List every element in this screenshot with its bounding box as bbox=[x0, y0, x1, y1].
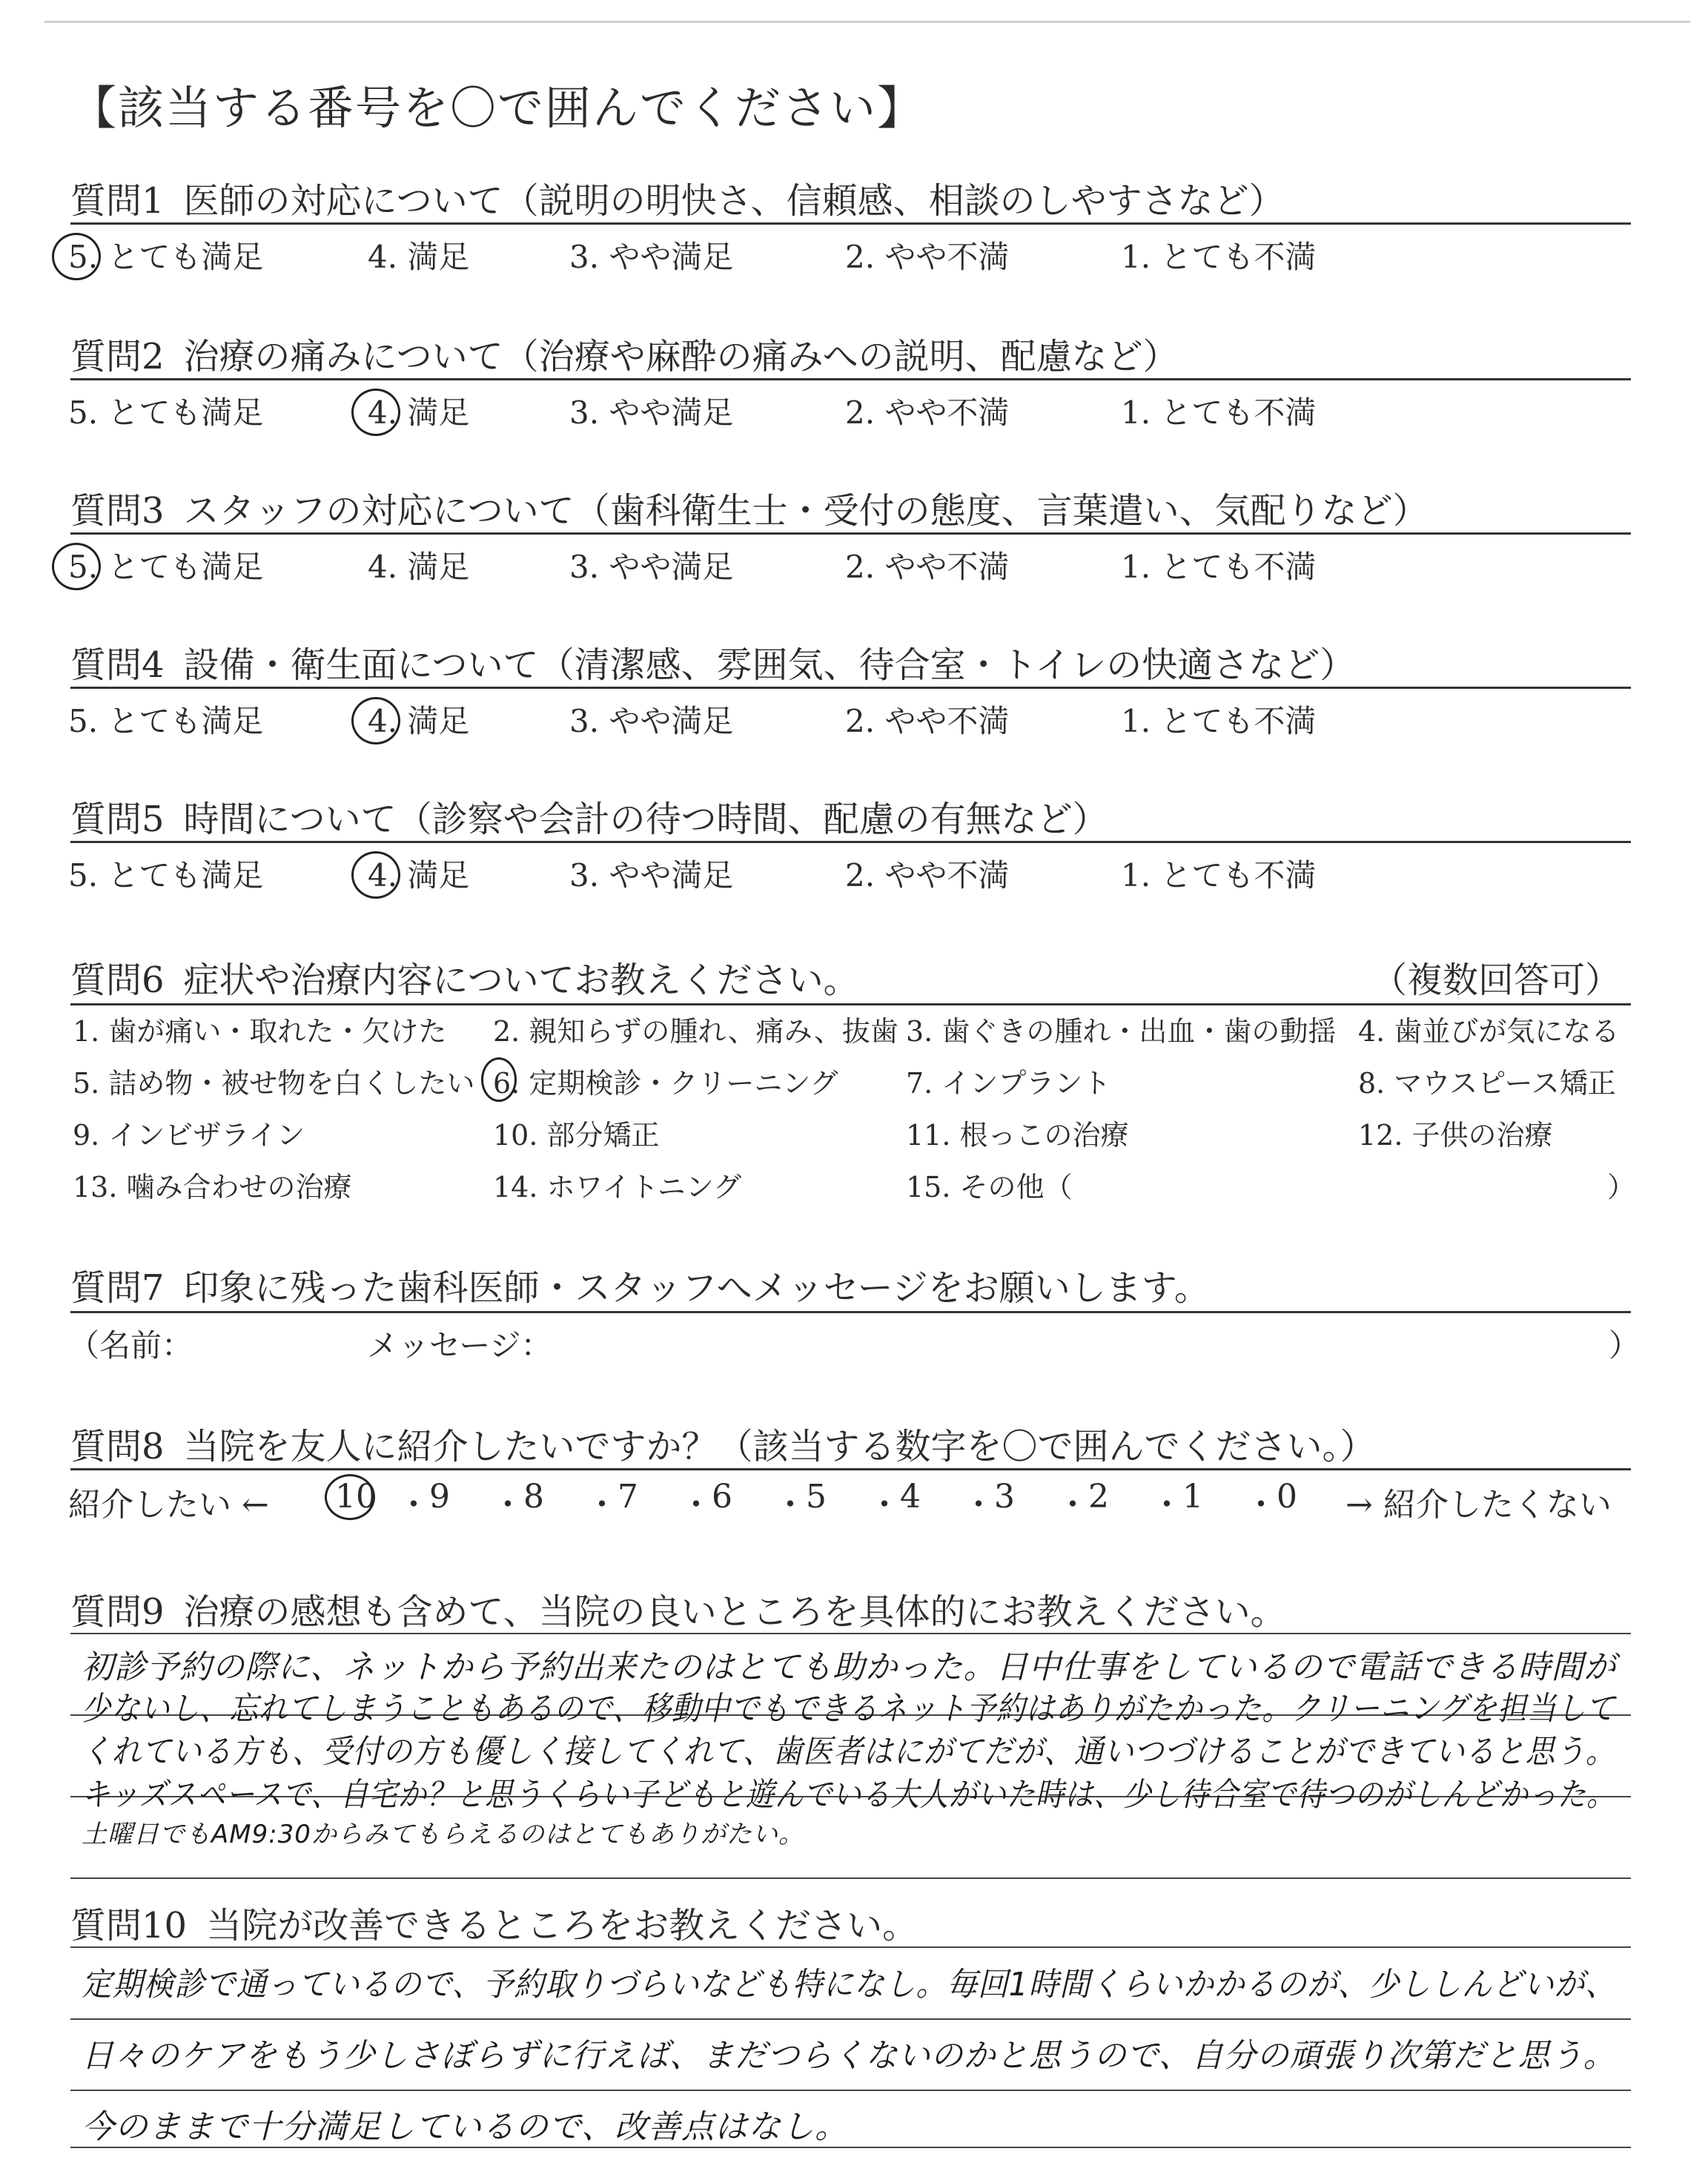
scale-number: 4 bbox=[900, 1478, 921, 1516]
scale-number: 1 bbox=[1182, 1478, 1203, 1516]
selected-answer-circle bbox=[351, 697, 400, 744]
selected-answer-circle bbox=[351, 851, 400, 899]
scale-dot: ・ bbox=[680, 1486, 712, 1524]
handwritten-line: 日々のケアをもう少しさぼらずに行えば、まだつらくないのかと思うので、自分の頑張り次第だと思う。 bbox=[82, 2037, 1616, 2075]
question-text: 時間について（診察や会計の待つ時間、配慮の有無など） bbox=[183, 799, 1108, 840]
rating-option: 3. やや満足 bbox=[569, 549, 734, 585]
symptom-option: 2. 親知らずの腫れ、痛み、抜歯 bbox=[493, 1015, 898, 1048]
symptom-option: 8. マウスピース矯正 bbox=[1358, 1067, 1616, 1100]
message-close-paren: ） bbox=[1609, 1327, 1641, 1364]
selected-answer-circle bbox=[52, 233, 101, 280]
selected-answer-circle bbox=[52, 543, 101, 590]
rating-option: 5. とても満足 bbox=[68, 549, 264, 585]
question-number: 質問3 bbox=[70, 490, 165, 532]
answer-rule bbox=[70, 2090, 1631, 2091]
handwritten-line: 今のままで十分満足しているので、改善点はなし。 bbox=[82, 2108, 849, 2146]
recommend-left-label: 紹介したい ← bbox=[68, 1486, 269, 1524]
question-number: 質問7 bbox=[70, 1267, 165, 1309]
rating-option: 1. とても不満 bbox=[1121, 857, 1317, 894]
question-number: 質問1 bbox=[70, 180, 165, 222]
scale-dot: ・ bbox=[868, 1486, 901, 1524]
scale-number: 9 bbox=[429, 1478, 450, 1516]
rating-option: 4. 満足 bbox=[368, 549, 470, 585]
answer-rule bbox=[70, 1946, 1631, 1948]
scale-number: 6 bbox=[712, 1478, 732, 1516]
question-text: 当院を友人に紹介したいですか？（該当する数字を〇で囲んでください。） bbox=[183, 1426, 1376, 1467]
question-text: 設備・衛生面について（清潔感、雰囲気、待合室・トイレの快適さなど） bbox=[183, 644, 1356, 686]
symptom-option: 15. その他（ bbox=[906, 1171, 1073, 1203]
rating-option: 4. 満足 bbox=[368, 857, 470, 894]
question-number: 質問5 bbox=[70, 799, 165, 840]
scale-number: 2 bbox=[1088, 1478, 1109, 1516]
scale-number: 8 bbox=[523, 1478, 544, 1516]
question-text: 治療の痛みについて（治療や麻酔の痛みへの説明、配慮など） bbox=[183, 336, 1179, 377]
question-8-heading bbox=[70, 1418, 1376, 1469]
question-text: 治療の感想も含めて、当院の良いところを具体的にお教えください。 bbox=[183, 1591, 1286, 1633]
question-number: 質問8 bbox=[70, 1426, 165, 1467]
handwritten-line: キッズスペースで、自宅か？と思うくらい子どもと遊んでいる大人がいた時は、少し待合室で待つのがしんどかった。 bbox=[82, 1776, 1616, 1814]
rating-option: 5. とても満足 bbox=[68, 239, 264, 275]
rating-option: 3. やや満足 bbox=[569, 703, 734, 739]
top-border bbox=[44, 21, 1690, 23]
selected-answer-circle bbox=[325, 1474, 375, 1520]
rating-option: 3. やや満足 bbox=[569, 857, 734, 894]
answer-rule bbox=[70, 1633, 1631, 1634]
page-title: 【該当する番号を〇で囲んでください】 bbox=[70, 81, 925, 135]
scale-dot: ・ bbox=[1245, 1486, 1277, 1524]
answer-rule bbox=[70, 2018, 1631, 2020]
handwritten-line: 定期検診で通っているので、予約取りづらいなども特になし。毎回1時間くらいかかるのが、少ししんどいが、 bbox=[82, 1966, 1617, 2004]
rating-option: 2. やや不満 bbox=[845, 239, 1010, 275]
question-9-heading bbox=[70, 1583, 1286, 1634]
question-3-heading bbox=[70, 482, 1429, 533]
question-7-rule bbox=[70, 1311, 1631, 1313]
scale-dot: ・ bbox=[774, 1486, 807, 1524]
rating-option: 4. 満足 bbox=[368, 703, 470, 739]
symptom-option: 7. インプラント bbox=[906, 1067, 1111, 1100]
message-label: メッセージ： bbox=[367, 1327, 552, 1364]
question-7-heading bbox=[70, 1259, 1210, 1310]
question-rule bbox=[70, 222, 1631, 225]
symptom-option: 14. ホワイトニング bbox=[493, 1171, 742, 1203]
recommend-right-label: → 紹介したくない bbox=[1345, 1486, 1612, 1524]
rating-option: 2. やや不満 bbox=[845, 549, 1010, 585]
rating-option: 3. やや満足 bbox=[569, 394, 734, 431]
selected-answer-circle bbox=[351, 389, 400, 436]
question-5-heading bbox=[70, 790, 1108, 842]
scale-number: 3 bbox=[994, 1478, 1015, 1516]
question-4-heading bbox=[70, 636, 1355, 687]
scale-dot: ・ bbox=[491, 1486, 524, 1524]
handwritten-line: 少ないし、忘れてしまうこともあるので、移動中でもできるネット予約はありがたかった。クリーニングを担当して bbox=[82, 1690, 1616, 1728]
symptom-option: ） bbox=[1607, 1171, 1636, 1203]
symptom-option: 11. 根っこの治療 bbox=[906, 1119, 1129, 1152]
question-text: 症状や治療内容についてお教えください。 bbox=[183, 960, 859, 1001]
scale-dot: ・ bbox=[1056, 1486, 1089, 1524]
question-2-heading bbox=[70, 328, 1179, 379]
question-rule bbox=[70, 841, 1631, 843]
rating-option: 2. やや不満 bbox=[845, 857, 1010, 894]
rating-option: 2. やや不満 bbox=[845, 394, 1010, 431]
scale-dot: ・ bbox=[586, 1486, 618, 1524]
rating-option: 1. とても不満 bbox=[1121, 549, 1317, 585]
question-number: 質問6 bbox=[70, 960, 165, 1001]
symptom-option: 5. 詰め物・被せ物を白くしたい bbox=[73, 1067, 475, 1100]
rating-option: 1. とても不満 bbox=[1121, 394, 1317, 431]
scale-number: 0 bbox=[1277, 1478, 1297, 1516]
rating-option: 1. とても不満 bbox=[1121, 239, 1317, 275]
symptom-option: 12. 子供の治療 bbox=[1358, 1119, 1553, 1152]
symptom-option: 13. 噛み合わせの治療 bbox=[73, 1171, 352, 1203]
question-6-heading bbox=[70, 951, 1621, 1003]
rating-option: 2. やや不満 bbox=[845, 703, 1010, 739]
rating-option: 5. とても満足 bbox=[68, 394, 264, 431]
symptom-option: 9. インビザライン bbox=[73, 1119, 305, 1152]
handwritten-line: 土曜日でもAM9:30からみてもらえるのはとてもありがたい。 bbox=[82, 1820, 804, 1849]
question-8-rule bbox=[70, 1468, 1631, 1470]
question-6-rule bbox=[70, 1003, 1631, 1005]
symptom-option: 10. 部分矯正 bbox=[493, 1119, 660, 1152]
rating-option: 4. 満足 bbox=[368, 394, 470, 431]
question-text: 当院が改善できるところをお教えください。 bbox=[206, 1905, 918, 1946]
question-10-heading bbox=[70, 1897, 918, 1948]
handwritten-line: くれている方も、受付の方も優しく接してくれて、歯医者はにがてだが、通いつづけることができていると思う。 bbox=[82, 1733, 1616, 1771]
rating-option: 1. とても不満 bbox=[1121, 703, 1317, 739]
rating-option: 3. やや満足 bbox=[569, 239, 734, 275]
question-text: 医師の対応について（説明の明快さ、信頼感、相談のしやすさなど） bbox=[183, 180, 1285, 222]
question-rule bbox=[70, 532, 1631, 535]
question-1-heading bbox=[70, 172, 1285, 223]
question-text: 印象に残った歯科医師・スタッフへメッセージをお願いします。 bbox=[183, 1267, 1210, 1309]
symptom-option: 1. 歯が痛い・取れた・欠けた bbox=[73, 1015, 447, 1048]
question-text: スタッフの対応について（歯科衛生士・受付の態度、言葉遣い、気配りなど） bbox=[183, 490, 1429, 532]
symptom-option: 3. 歯ぐきの腫れ・出血・歯の動揺 bbox=[906, 1015, 1337, 1048]
scale-number: 7 bbox=[618, 1478, 638, 1516]
multiple-answer-note: （複数回答可） bbox=[1371, 960, 1621, 1001]
scale-dot: ・ bbox=[397, 1486, 430, 1524]
symptom-option: 6. 定期検診・クリーニング bbox=[493, 1067, 838, 1100]
selected-answer-circle bbox=[481, 1057, 517, 1102]
symptom-option: 4. 歯並びが気になる bbox=[1358, 1015, 1620, 1048]
question-rule bbox=[70, 378, 1631, 380]
name-label: （名前： bbox=[68, 1327, 193, 1364]
answer-rule bbox=[70, 1877, 1631, 1879]
scale-number: 5 bbox=[806, 1478, 827, 1516]
rating-option: 5. とても満足 bbox=[68, 857, 264, 894]
handwritten-line: 初診予約の際に、ネットから予約出来たのはとても助かった。日中仕事をしているので電話できる時間が bbox=[82, 1648, 1617, 1686]
scale-dot: ・ bbox=[1151, 1486, 1183, 1524]
scale-number: 10 bbox=[335, 1478, 377, 1516]
question-number: 質問10 bbox=[70, 1905, 188, 1946]
question-number: 質問2 bbox=[70, 336, 165, 377]
scale-dot: ・ bbox=[962, 1486, 995, 1524]
question-number: 質問4 bbox=[70, 644, 165, 686]
question-rule bbox=[70, 687, 1631, 689]
rating-option: 5. とても満足 bbox=[68, 703, 264, 739]
question-number: 質問9 bbox=[70, 1591, 165, 1633]
rating-option: 4. 満足 bbox=[368, 239, 470, 275]
